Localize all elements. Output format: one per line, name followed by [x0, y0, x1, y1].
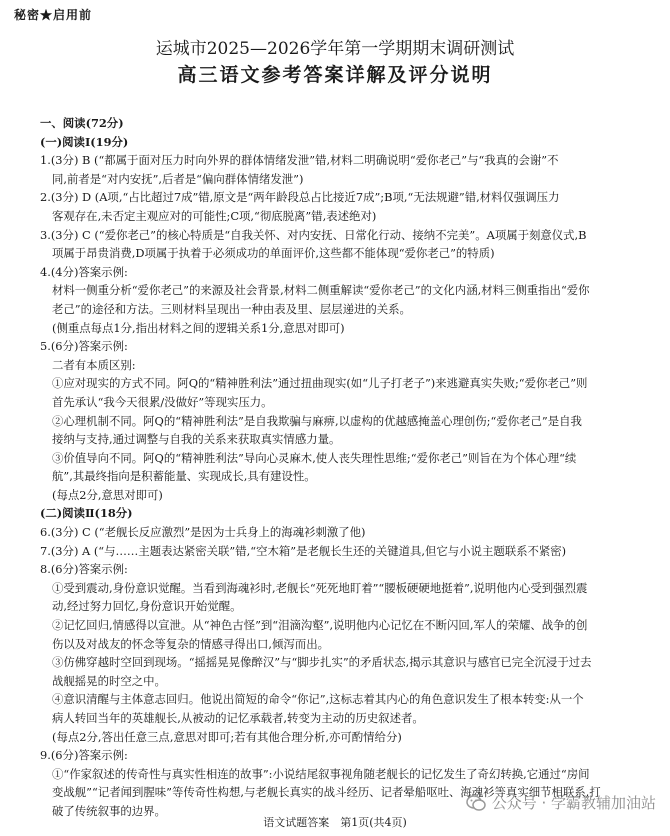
- secret-label: 秘密★启用前: [14, 8, 93, 22]
- answer-line: 6.(3分) C (“老舰长反应激烈”是因为士兵身上的海魂衫刺激了他): [40, 525, 366, 540]
- section-heading: 一、阅读(72分): [40, 116, 124, 130]
- exam-title: 运城市2025—2026学年第一学期期末调研测试: [155, 39, 515, 59]
- answer-line: ④意识清醒与主体意志回归。他说出简短的命令“你记”,这标志着其内心的角色意识发生了根本转变:从一个: [52, 692, 584, 707]
- answer-line: 破了传统叙事的边界。: [52, 803, 166, 818]
- subsection-heading: (一)阅读Ⅰ(19分): [40, 134, 129, 149]
- answer-line: 老己”的途径和方法。三则材料呈现出一种由表及里、层层递进的关系。: [52, 301, 411, 316]
- answer-line: 伤以及对战友的怀念等复杂的情感寻得出口,倾泻而出。: [52, 636, 329, 651]
- answer-line: ③价值导向不同。阿Q的“精神胜利法”导向心灵麻木,使人丧失理性思维;“爱你老己”则旨在为个体心理“续: [52, 450, 577, 465]
- answer-line: 战舰摇晃的时空之中。: [52, 673, 166, 688]
- answer-line: ③仿佛穿越时空回到现场。“摇摇晃晃像醉汉”与“脚步扎实”的矛盾状态,揭示其意识与感官已完全沉浸于过去: [52, 655, 592, 670]
- answer-line: 2.(3分) D (A项,“占比超过7成”错,原文是“两年龄段总占比接近7成”;B项,“无法规避”错,材料仅强调压力: [40, 190, 560, 205]
- answer-line: 二者有本质区别:: [52, 357, 136, 372]
- answer-line: ①应对现实的方式不同。阿Q的“精神胜利法”通过扭曲现实(如“儿子打老子”)来逃避真实失败;“爱你老己”则: [52, 376, 588, 391]
- answer-line: 1.(3分) B (“都属于面对压力时向外界的群体情绪发泄”错,材料二明确说明“爱你老己”与“我真的会谢”不: [40, 153, 559, 168]
- page-footer: 语文试题答案 第1页(共4页): [263, 816, 407, 829]
- answer-line: (侧重点每点1分,指出材料之间的逻辑关系1分,意思对即可): [52, 320, 345, 335]
- wechat-icon: [466, 795, 486, 811]
- answer-line: 项属于昂贵消费,D项属于执着于必须成功的单面评价,这些都不能体现“爱你老己”的特质): [52, 246, 495, 261]
- answer-line: 病人转回当年的英雄舰长,从被动的记忆承载者,转变为主动的历史叙述者。: [52, 711, 424, 725]
- answer-line: 5.(6分)答案示例:: [40, 339, 128, 354]
- answer-line: 接纳与支持,通过调整与自我的关系来获取真实情感力量。: [52, 432, 341, 447]
- answer-line: 9.(6分)答案示例:: [40, 748, 128, 763]
- answer-line: 7.(3分) A (“与……主题表达紧密关联”错,“空木箱”是老舰长生还的关键道具,但它与小说主题联系不紧密): [40, 543, 567, 558]
- watermark-text: 公众号 · 学霸教辅加油站: [491, 794, 656, 812]
- watermark: [466, 792, 656, 813]
- answer-line: 同,前者是“对内安抚”,后者是“偏向群体情绪发泄”): [52, 171, 304, 186]
- answer-line: 材料一侧重分析“爱你老己”的来源及社会背景,材料二侧重解读“爱你老己”的文化内涵,材料三侧重指出“爱你: [52, 283, 590, 298]
- answer-line: 变战舰”“记者闻到腥味”等传奇性构想,与老舰长真实的战斗经历、记者晕船呕吐、海魂衫等真实细节相联系,打: [52, 785, 601, 800]
- answer-line: (每点2分,答出任意三点,意思对即可;若有其他合理分析,亦可酌情给分): [52, 729, 402, 744]
- answer-line: 首先承认“我今天很累/没做好”等现实压力。: [52, 394, 273, 409]
- answer-line: 动,经过努力回忆,身份意识开始觉醒。: [52, 599, 242, 614]
- answer-line: ②心理机制不同。阿Q的“精神胜利法”是自我欺骗与麻痹,以虚构的优越感掩盖心理创伤;“爱你老己”是自我: [52, 413, 582, 428]
- answer-line: ①受到震动,身份意识觉醒。当看到海魂衫时,老舰长“死死地盯着”“腰板硬硬地挺着”,说明他内心受到强烈震: [52, 580, 588, 595]
- subsection-heading: (二)阅读Ⅱ(18分): [40, 506, 133, 521]
- answer-body: [40, 114, 644, 821]
- answer-line: 3.(3分) C (“爱你老己”的核心特质是“自我关怀、对内安抚、日常化行动、接纳不完美”。A项属于刻意仪式,B: [40, 227, 587, 242]
- answer-line: 8.(6分)答案示例:: [40, 562, 128, 577]
- answer-line: (每点2分,意思对即可): [52, 487, 163, 502]
- answer-line: 客观存在,未否定主观应对的可能性;C项,“彻底脱离”错,表述绝对): [52, 208, 377, 223]
- answer-line: ②记忆回归,情感得以宣泄。从“神色古怪”到“泪滴沟壑”,说明他内心记忆在不断闪回,军人的荣耀、战争的创: [52, 618, 588, 633]
- answer-title: 高三语文参考答案详解及评分说明: [177, 64, 493, 86]
- answer-line: 4.(4分)答案示例:: [40, 264, 128, 279]
- answer-line: 航”,其最终指向是积蓄能量、实现成长,具有建设性。: [52, 469, 316, 484]
- answer-line: ①“作家叙述的传奇性与真实性相连的故事”:小说结尾叙事视角随老舰长的记忆发生了奇幻转换,它通过“房间: [52, 766, 590, 781]
